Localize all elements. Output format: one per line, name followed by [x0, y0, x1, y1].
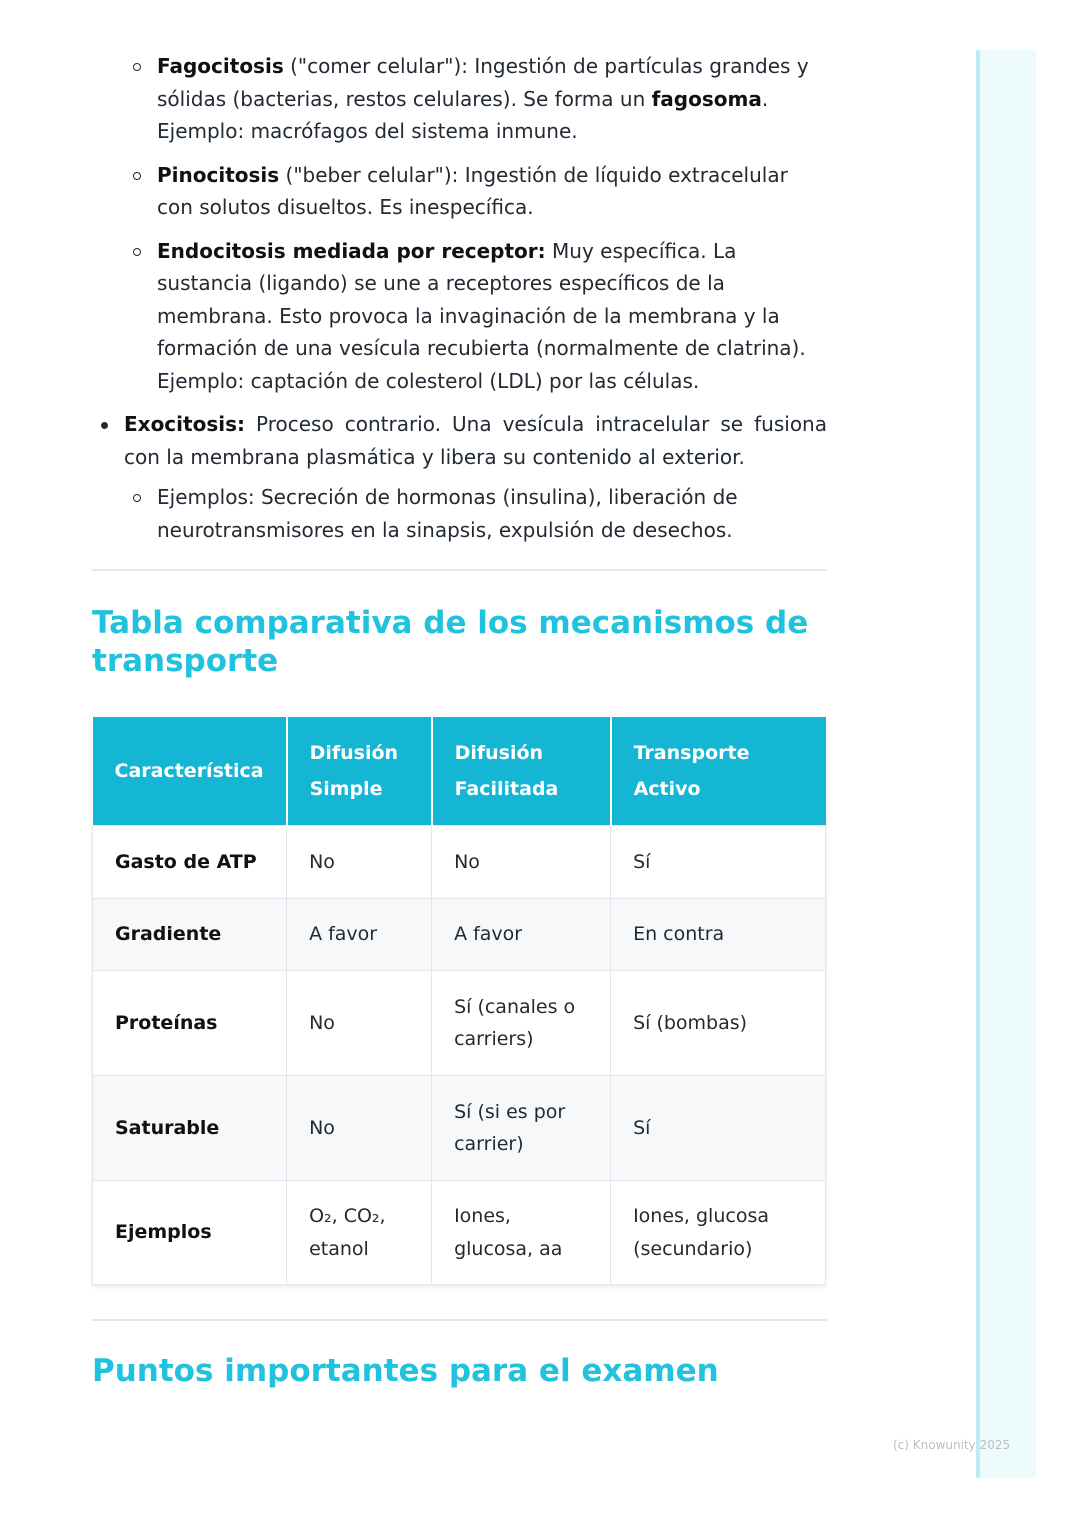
table-header-row: [93, 717, 826, 826]
column-header: Difusión Facilitada: [432, 717, 611, 826]
receptor-endocytosis-text: Muy específica. La sustancia (ligando) se une a receptores específicos de la membrana. Esto provoca la invaginación de la membrana y la formación de una vesícula recubierta (normalmente de clatrina). Ejemplo: captación de colesterol (LDL) por las células.: [157, 238, 806, 393]
hollow-bullet-icon: [133, 63, 141, 71]
table-cell: No: [287, 826, 432, 899]
term-fagosoma: fagosoma: [651, 86, 762, 111]
table-cell: No: [432, 826, 611, 899]
term-exocitosis: Exocitosis:: [124, 412, 245, 436]
table-cell: A favor: [287, 899, 432, 971]
fagocitosis-example: . Ejemplo: macrófagos del sistema inmune.: [157, 86, 769, 143]
table-cell: Sí: [611, 826, 826, 899]
hollow-bullet-icon: [133, 172, 141, 180]
table-cell: Sí: [611, 1076, 826, 1181]
list-item-fagocitosis: [92, 50, 827, 148]
column-header: Característica: [93, 717, 287, 826]
list-item-exocitosis: [92, 408, 827, 473]
document-content: [92, 50, 827, 1390]
pinocitosis-text: ("beber celular"): Ingestión de líquido extracelular con solutos disueltos. Es inespecífica.: [157, 162, 788, 219]
table-cell: No: [287, 1076, 432, 1181]
fagocitosis-text: ("comer celular"): Ingestión de partículas grandes y sólidas (bacterias, restos celulares). Se forma un: [157, 54, 809, 111]
list-item-exocitosis-examples: [92, 481, 827, 546]
table-cell: En contra: [611, 899, 826, 971]
section-heading-table: Tabla comparativa de los mecanismos de transporte: [92, 605, 809, 679]
row-header-cell: Proteínas: [93, 971, 287, 1076]
row-header-cell: Saturable: [93, 1076, 287, 1181]
exocitosis-sublist: [92, 481, 827, 546]
list-item-receptor-endocytosis: [92, 235, 827, 398]
table-row: [93, 971, 826, 1076]
row-header-cell: Ejemplos: [93, 1181, 287, 1285]
comparison-table: [92, 717, 826, 1285]
exocitosis-examples-text: Ejemplos: Secreción de hormonas (insulina), liberación de neurotransmisores en la sinapsis, expulsión de desechos.: [157, 485, 738, 542]
column-header: Difusión Simple: [287, 717, 432, 826]
bullet-icon: [101, 422, 108, 429]
hollow-bullet-icon: [133, 248, 141, 256]
exocitosis-text: Proceso contrario. Una vesícula intracelular se fusiona con la membrana plasmática y libera su contenido al exterior.: [124, 412, 827, 469]
term-pinocitosis: Pinocitosis: [157, 162, 280, 187]
table-cell: O₂, CO₂, etanol: [287, 1181, 432, 1285]
table-row: [93, 826, 826, 899]
table-row: [93, 1076, 826, 1181]
table-cell: Iones, glucosa (secundario): [611, 1181, 826, 1285]
table-cell: A favor: [432, 899, 611, 971]
page-margin-bar: [976, 50, 1036, 1478]
table-cell: Sí (bombas): [611, 971, 826, 1076]
endocytosis-list: [92, 50, 827, 397]
table-cell: No: [287, 971, 432, 1076]
table-row: [93, 1181, 826, 1285]
section-heading-exam: Puntos importantes para el examen: [92, 1353, 719, 1389]
term-receptor-endocytosis: Endocitosis mediada por receptor:: [157, 238, 546, 263]
list-item-pinocitosis: [92, 159, 827, 224]
hollow-bullet-icon: [133, 494, 141, 502]
table-cell: Sí (canales o carriers): [432, 971, 611, 1076]
copyright-footer: (c) Knowunity 2025: [893, 1438, 1011, 1452]
column-header: Transporte Activo: [611, 717, 826, 826]
row-header-cell: Gasto de ATP: [93, 826, 287, 899]
section-divider: [92, 569, 827, 571]
row-header-cell: Gradiente: [93, 899, 287, 971]
section-divider: [92, 1319, 827, 1321]
table-cell: Sí (si es por carrier): [432, 1076, 611, 1181]
term-fagocitosis: Fagocitosis: [157, 54, 284, 78]
table-cell: Iones, glucosa, aa: [432, 1181, 611, 1285]
table-row: [93, 899, 826, 971]
